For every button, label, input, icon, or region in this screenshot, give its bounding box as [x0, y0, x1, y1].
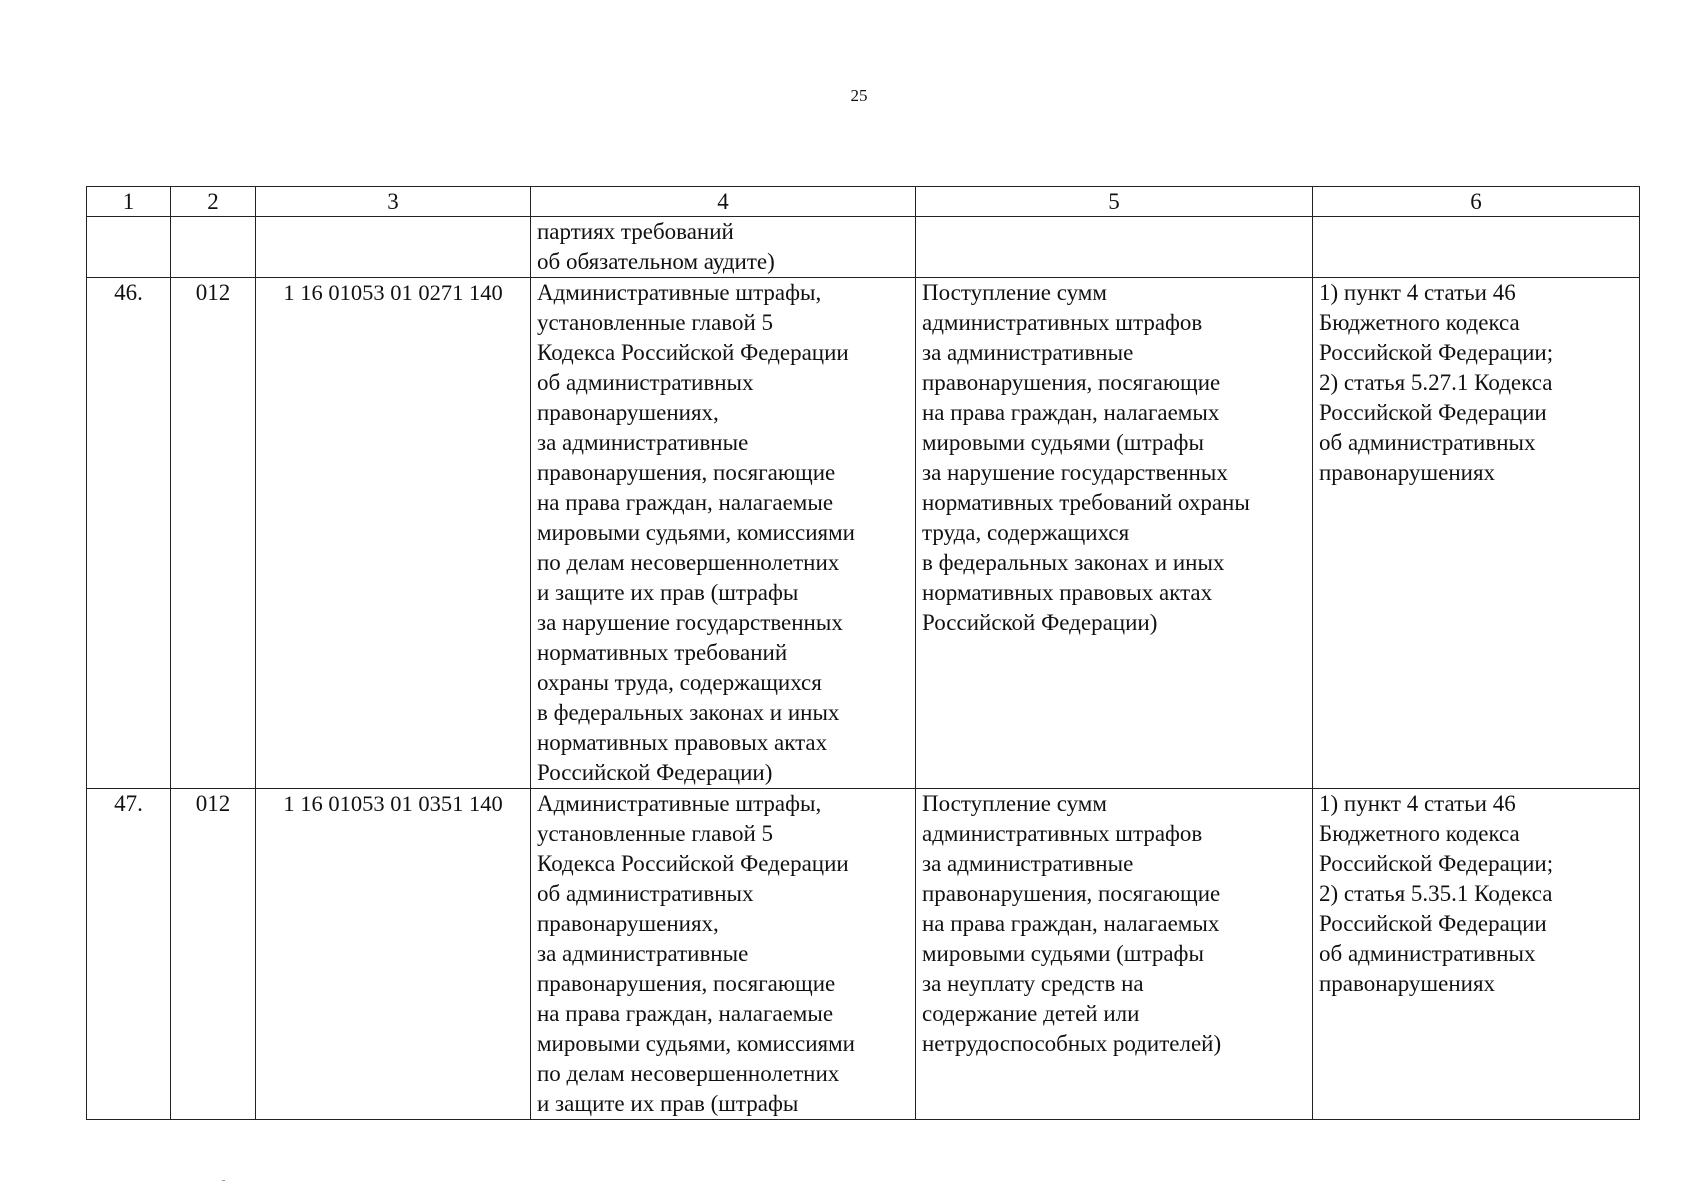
table-header-row	[87, 187, 1640, 217]
column-header-4: 4	[531, 187, 916, 217]
revenue-name-cell: Административные штрафы, установленные главой 5 Кодекса Российской Федерации об административных правонарушениях, за административные правонарушения, посягающие на права граждан, налагаемые мировыми судьями, комиссиями по делам несовершеннолетних и защите их прав (штрафы за нарушение государственных нормативных требований охраны труда, содержащихся в федеральных законах и иных нормативных правовых актах Российской Федерации)	[531, 278, 916, 789]
column-header-2: 2	[171, 187, 256, 217]
kbk-code-cell: 1 16 01053 01 0351 140	[256, 789, 531, 1120]
description-cell: Поступление сумм административных штрафов за административные правонарушения, посягающие на права граждан, налагаемых мировыми судьями (штрафы за неуплату средств на содержание детей или нетрудоспособных родителей)	[916, 789, 1313, 1120]
table-row	[87, 217, 1640, 278]
legal-basis-cell: 1) пункт 4 статьи 46 Бюджетного кодекса Российской Федерации; 2) статья 5.27.1 Кодекса Российской Федерации об административных правонарушениях	[1313, 278, 1640, 789]
legal-basis-cell: 1) пункт 4 статьи 46 Бюджетного кодекса Российской Федерации; 2) статья 5.35.1 Кодекса Российской Федерации об административных правонарушениях	[1313, 789, 1640, 1120]
description-cell	[916, 217, 1313, 278]
admin-code-cell: 012	[171, 789, 256, 1120]
admin-code-cell: 012	[171, 278, 256, 789]
table-row	[87, 789, 1640, 1120]
column-header-5: 5	[916, 187, 1313, 217]
row-number-cell: 46.	[87, 278, 171, 789]
description-cell: Поступление сумм административных штрафов за административные правонарушения, посягающие на права граждан, налагаемых мировыми судьями (штрафы за нарушение государственных нормативных требований охраны труда, содержащихся в федеральных законах и иных нормативных правовых актах Российской Федерации)	[916, 278, 1313, 789]
admin-code-cell	[171, 217, 256, 278]
budget-classification-table	[86, 186, 1640, 1120]
revenue-name-cell: Административные штрафы, установленные главой 5 Кодекса Российской Федерации об административных правонарушениях, за административные правонарушения, посягающие на права граждан, налагаемые мировыми судьями, комиссиями по делам несовершеннолетних и защите их прав (штрафы	[531, 789, 916, 1120]
kbk-code-cell	[256, 217, 531, 278]
kbk-code-cell: 1 16 01053 01 0271 140	[256, 278, 531, 789]
legal-basis-cell	[1313, 217, 1640, 278]
row-number-cell: 47.	[87, 789, 171, 1120]
column-header-3: 3	[256, 187, 531, 217]
scan-speck	[222, 1180, 225, 1181]
row-number-cell	[87, 217, 171, 278]
page-number: 25	[850, 86, 868, 105]
column-header-6: 6	[1313, 187, 1640, 217]
table-row	[87, 278, 1640, 789]
revenue-name-cell: партиях требований об обязательном аудите)	[531, 217, 916, 278]
column-header-1: 1	[87, 187, 171, 217]
